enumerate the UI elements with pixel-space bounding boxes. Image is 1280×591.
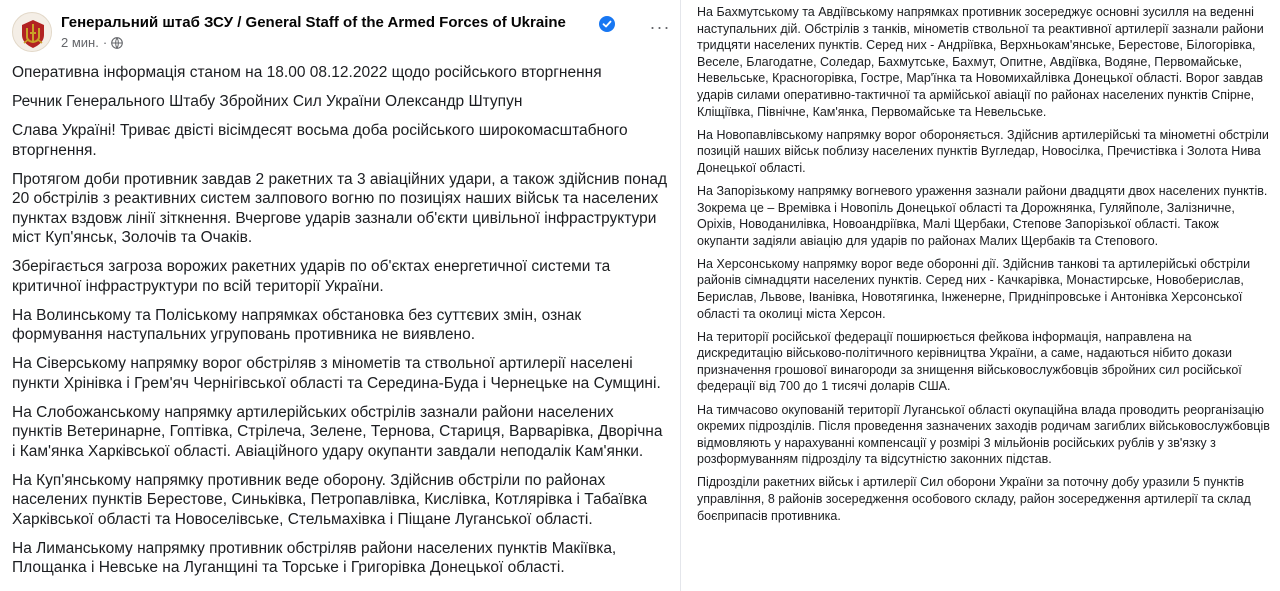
post-paragraph: На Куп'янському напрямку противник веде оборону. Здійснив обстріли по районах населених пунктів Берестове, Синьківка, Петропавлівка, Кислівка, Котлярівка і Табаївка Харківської області та Новоселівське, Стельмахівка і Піщане Луганської області. — [12, 471, 648, 528]
post-right-panel — [681, 0, 1280, 591]
post-paragraph: Підрозділи ракетних військ і артилерії Сил оборони України за поточну добу уразили 5 пунктів управління, 8 районів зосередження особового складу, район зосередження артилерії та склад боєприпасів противника. — [697, 475, 1251, 523]
post-meta — [61, 35, 123, 50]
post-paragraph: На Новопавлівському напрямку ворог обороняється. Здійснив артилерійські та мінометні обстріли позицій наших військ поблизу населених пунктів Вугледар, Новосілка, Пречистівка і Золота Нива Донецької області. — [697, 127, 1269, 175]
verified-badge-icon — [599, 16, 615, 32]
post-timestamp[interactable]: 2 мин. — [61, 35, 99, 50]
post-paragraph: Зберігається загроза ворожих ракетних ударів по об'єктах енергетичної системи та критичної інфраструктури по всій території України. — [12, 258, 611, 295]
post-paragraph: Речник Генерального Штабу Збройних Сил України Олександр Штупун — [12, 93, 523, 110]
more-options-button[interactable]: ··· — [649, 17, 671, 37]
post-paragraph: На Волинському та Поліському напрямках обстановка без суттєвих змін, ознак формування наступальних угруповань противника не виявлено. — [12, 306, 582, 343]
trident-emblem-icon — [13, 13, 52, 52]
meta-separator: · — [102, 35, 108, 50]
page-name-link[interactable]: Генеральний штаб ЗСУ / General Staff of the Armed Forces of Ukraine — [61, 14, 566, 31]
post-paragraph: На тимчасово окупованій території Луганської області окупаційна влада проводить реорганізацію окремих підрозділів. Після проведення зазначених заходів родичам загиблих військовослужбовців відмовляють у нарахуванні компенсації у розмірі 3 мільйонів російських рублів у зв'язку з розформуванням підрозділу та відсутністю законних підстав. — [697, 402, 1270, 467]
post-paragraph: На Бахмутському та Авдіївському напрямках противник зосереджує основні зусилля на веденні наступальних дій. Обстрілів з танків, мінометів ствольної та реактивної артилерії зазнали райони тридцяти населених пунктів. Серед них - Андріївка, Верхньокам'янське, Берестове, Білогорівка, Веселе, Благодатне, Соледар, Бахмутське, Бахмут, Опитне, Авдіївка, Водяне, Первомайське, Невельське, Красногорівка, Гостре, Мар'їнка та Новомихайлівка Донецької області. Ворог завдав ударів силами оперативно-тактичної та армійської авіації по районах населених пунктів Спірне, Кліщіївка, Північне, Кам'янка, Первомайське та Невельське. — [697, 5, 1264, 119]
post-paragraph: Слава Україні! Триває двісті вісімдесят восьма доба російського широкомасштабного вторгнення. — [12, 122, 628, 159]
globe-icon[interactable] — [111, 37, 123, 49]
post-text-right — [697, 4, 1271, 531]
post-paragraph: На Слобожанському напрямку артилерійських обстрілів зазнали райони населених пунктів Ветеринарне, Гоптівка, Стрілеча, Зелене, Тернова, Стариця, Варварівка, Дворічна і Кам'янка Харківської області. Авіаційного удару окупанти завдали неподалік Кам'янки. — [12, 403, 663, 460]
post-paragraph: Оперативна інформація станом на 18.00 08.12.2022 щодо російського вторгнення — [12, 64, 602, 81]
post-paragraph: Протягом доби противник завдав 2 ракетних та 3 авіаційних удари, а також здійснив понад 20 обстрілів з реактивних систем залпового вогню по позиціях наших військ та населених пунктах вздовж лінії зіткнення. Вчергове ударів зазнали об'єкти цивільної інфраструктури міст Куп'янськ, Золочів та Очаків. — [12, 170, 668, 246]
post-header — [12, 12, 672, 56]
post-paragraph: На Лиманському напрямку противник обстріляв райони населених пунктів Макіївка, Площанка і Невське на Луганщині та Торське і Григорівка Донецької області. — [12, 539, 617, 576]
post-paragraph: На території російської федерації поширюється фейкова інформація, направлена на дискредитацію військово-політичного керівництва України, а саме, надаються нібито докази призначення грошової винагороди за знищення військовослужбовців збройних сил російської федерації від 700 до 1 тисячі доларів США. — [697, 329, 1242, 394]
page-avatar[interactable] — [12, 12, 52, 52]
post-text-left — [12, 63, 668, 587]
post-paragraph: На Херсонському напрямку ворог веде оборонні дії. Здійснив танкові та артилерійські обстріли районів сімнадцяти населених пунктів. Серед них - Качкарівка, Монастирське, Новоберислав, Берислав, Львове, Іванівка, Новотягинка, Інженерне, Придніпровське і Антонівка Херсонської області та околиці міста Херсон. — [697, 256, 1251, 321]
post-paragraph: На Запорізькому напрямку вогневого ураження зазнали райони двадцяти двох населених пунктів. Зокрема це – Времівка і Новопіль Донецької області та Дорожнянка, Гуляйполе, Залізничне, Оріхів, Новоданилівка, Новоандріївка, Малі Щербаки, Степове Запорізької області. Також окупанти задіяли авіацію для ударів по районах Малих Щербаків та Степового. — [697, 183, 1268, 248]
post-paragraph: На Сіверському напрямку ворог обстріляв з мінометів та ствольної артилерії населені пункти Хрінівка і Грем'яч Чернігівської області та Середина-Буда і Чернецьке на Сумщині. — [12, 355, 661, 392]
